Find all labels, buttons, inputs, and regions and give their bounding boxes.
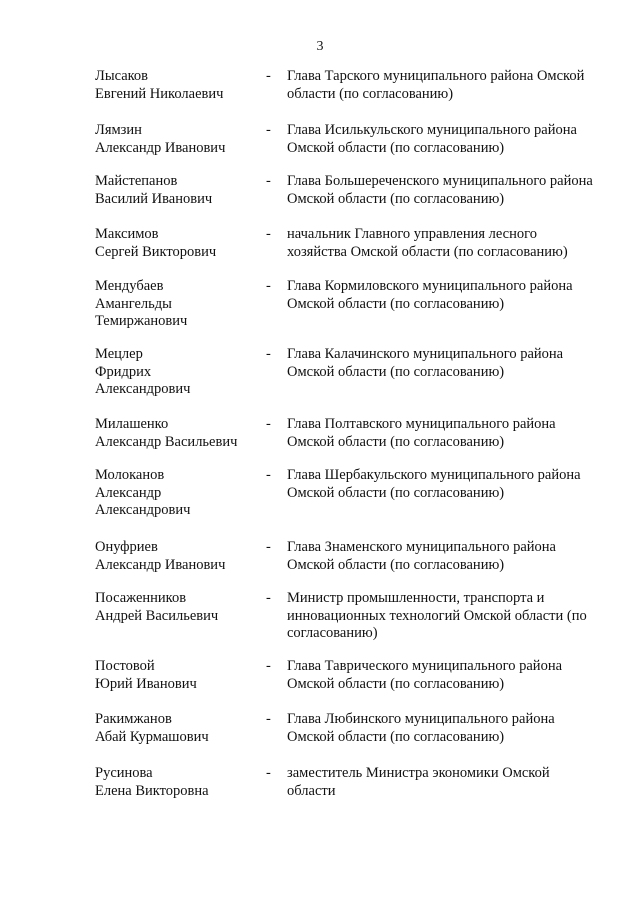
member-dash: - bbox=[266, 539, 271, 555]
member-dash: - bbox=[266, 711, 271, 727]
member-name: Молоканов Александр Александрович bbox=[95, 467, 191, 518]
member-name: Посаженников Андрей Васильевич bbox=[95, 590, 219, 624]
member-dash: - bbox=[266, 467, 271, 483]
member-dash: - bbox=[266, 173, 271, 189]
member-role: Глава Любинского муниципального района Омской области (по согласованию) bbox=[287, 711, 555, 745]
page-number: 3 bbox=[316, 39, 324, 54]
member-name: Лысаков Евгений Николаевич bbox=[95, 68, 224, 102]
member-role: Глава Исилькульского муниципального района Омской области (по согласованию) bbox=[287, 122, 577, 156]
member-role: начальник Главного управления лесного хозяйства Омской области (по согласованию) bbox=[287, 226, 568, 260]
member-dash: - bbox=[266, 658, 271, 674]
member-role: заместитель Министра экономики Омской области bbox=[287, 765, 550, 799]
member-name: Ракимжанов Абай Курмашович bbox=[95, 711, 209, 745]
member-dash: - bbox=[266, 68, 271, 84]
member-role: Глава Шербакульского муниципального района Омской области (по согласованию) bbox=[287, 467, 581, 501]
member-role: Министр промышленности, транспорта и инновационных технологий Омской области (по согласованию) bbox=[287, 590, 587, 641]
member-name: Постовой Юрий Иванович bbox=[95, 658, 197, 692]
member-role: Глава Тарского муниципального района Омской области (по согласованию) bbox=[287, 68, 585, 102]
member-name: Мендубаев Амангельды Темиржанович bbox=[95, 278, 188, 329]
member-role: Глава Большереченского муниципального района Омской области (по согласованию) bbox=[287, 173, 593, 207]
member-dash: - bbox=[266, 226, 271, 242]
member-dash: - bbox=[266, 122, 271, 138]
member-role: Глава Полтавского муниципального района Омской области (по согласованию) bbox=[287, 416, 556, 450]
member-name: Онуфриев Александр Иванович bbox=[95, 539, 226, 573]
member-dash: - bbox=[266, 346, 271, 362]
member-role: Глава Таврического муниципального района Омской области (по согласованию) bbox=[287, 658, 563, 692]
member-role: Глава Калачинского муниципального района Омской области (по согласованию) bbox=[287, 346, 564, 380]
member-dash: - bbox=[266, 765, 271, 781]
member-dash: - bbox=[266, 416, 271, 432]
member-name: Лямзин Александр Иванович bbox=[95, 122, 226, 156]
member-name: Милашенко Александр Васильевич bbox=[95, 416, 238, 450]
member-dash: - bbox=[266, 590, 271, 606]
member-dash: - bbox=[266, 278, 271, 294]
member-role: Глава Знаменского муниципального района Омской области (по согласованию) bbox=[287, 539, 556, 573]
member-name: Майстепанов Василий Иванович bbox=[95, 173, 213, 207]
member-name: Максимов Сергей Викторович bbox=[95, 226, 217, 260]
member-name: Мецлер Фридрих Александрович bbox=[95, 346, 191, 397]
member-name: Русинова Елена Викторовна bbox=[95, 765, 209, 799]
member-role: Глава Кормиловского муниципального района Омской области (по согласованию) bbox=[287, 278, 573, 312]
